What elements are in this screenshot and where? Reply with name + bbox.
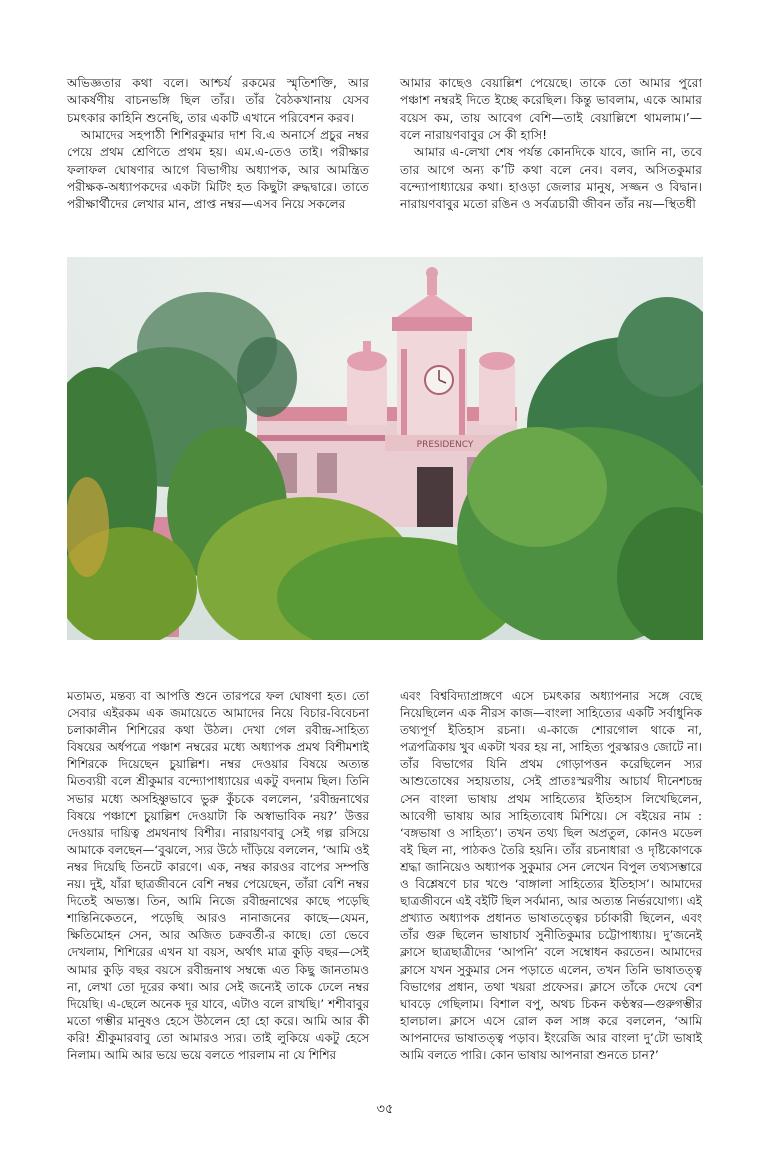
text-column-bottom-right	[400, 688, 702, 1064]
paragraph: আমার এ-লেখা শেষ পর্যন্ত কোনদিকে যাবে, জানি না, তবে তার আগে অন্য ক’টি কথা বলে নেব। বলব, অসিতকুমার বন্দ্যোপাধ্যায়ের কথা। হাওড়া জেলার মানুষ, সজ্জন ও বিদ্বান। নারায়ণবাবুর মতো রঙিন ও সর্বত্রচারী জীবন তাঁর নয়—স্থিতধী	[400, 145, 702, 212]
text-column-top-left	[67, 75, 369, 214]
presidency-building-illustration	[67, 257, 703, 640]
paragraph: আমাদের সহপাঠী শিশিরকুমার দাশ বি.এ অনার্সে প্রচুর নম্বর পেয়ে প্রথম শ্রেণিতে প্রথম হয়। এম.এ-তেও তাই। পরীক্ষার ফলাফল ঘোষণার আগে বিভাগীয় অধ্যাপক, আর আমন্ত্রিত পরীক্ষক-অধ্যাপকদের একটা মিটিং হত কিছুটা রুদ্ধদ্বারে। তাতে পরীক্ষার্থীদের লেখার মান, প্রাপ্ত নম্বর—এসব নিয়ে সকলের	[67, 128, 369, 212]
building-photo	[67, 257, 703, 640]
paragraph: আমার কাছেও বেয়াল্লিশ পেয়েছে। তাকে তো আমার পুরো পঞ্চাশ নম্বরই দিতে ইচ্ছে করেছিল। কিন্তু ভাবলাম, একে আমার বয়েস কম, তায় আবেগ বেশি—তাই বেয়াল্লিশে থামলাম।’—বলে নারায়ণবাবুর সে কী হাসি!	[400, 76, 702, 143]
page-number: ৩৫	[376, 1102, 394, 1117]
paragraph: মতামত, মন্তব্য বা আপত্তি শুনে তারপরে ফল ঘোষণা হত। তো সেবার এইরকম এক জমায়েতে আমাদের নিয়ে বিচার-বিবেচনা চলাকালীন শিশিরের কথা উঠল। দেখা গেল রবীন্দ্র-সাহিত্য বিষয়ের অর্ধপত্রে পঞ্চাশ নম্বরের মধ্যে অধ্যাপক প্রমথ বিশীমশাই শিশিরকে দিয়েছেন চুয়াল্লিশ। নম্বর দেওয়ার বিষয়ে অত্যন্ত মিতব্যয়ী বলে শ্রীকুমার বন্দ্যোপাধ্যায়ের একটু বদনাম ছিল। তিনি সভার মধ্যে অসহিষ্ণুভাবে ভুরু কুঁচকে বললেন, ‘রবীন্দ্রনাথের বিষয়ে পঞ্চাশে চুয়াল্লিশ দেওয়াটা কি অস্বাভাবিক নয়?’ উত্তর দেওয়ার দায়িত্ব প্রমথনাথ বিশীর। নারায়ণবাবু সেই গল্প রসিয়ে আমাকে বলছেন—‘বুঝলে, স্যর উঠে দাঁড়িয়ে বললেন, ‘আমি ওই নম্বর দিয়েছি তিনটে কারণে। এক, নম্বর কারওর বাপের সম্পত্তি নয়। দুই, যাঁরা ছাত্রজীবনে বেশি নম্বর পেয়েছেন, তাঁরা বেশি নম্বর দিতেই অভ্যস্ত। তিন, আমি নিজে রবীন্দ্রনাথের কাছে পড়েছি শান্তিনিকেতনে, পড়েছি আরও নানাজনের কাছে—যেমন, ক্ষিতিমোহন সেন, আর অজিত চক্রবর্তী-র কাছে। তো ভেবে দেখলাম, শিশিরের এখন যা বয়স, অর্থাৎ মাত্র কুড়ি বছর—সেই আমার কুড়ি বছর বয়সে রবীন্দ্রনাথ সম্বন্ধে এত কিছু জানতামও না, লেখা তো দূরের কথা। আর সেই জন্যেই তাকে ঢেলে নম্বর দিয়েছি। এ-ছেলে অনেক দূর যাবে, এটাও বলে রাখছি।’ শশীবাবুর মতো গম্ভীর মানুষও হেসে উঠলেন হো হো করে। আমি আর কী করি! শ্রীকুমারবাবু তো আমারও স্যর। তাই লুকিয়ে একটু হেসে নিলাম। আমি আর ভয়ে ভয়ে বলতে পারলাম না যে শিশির	[67, 689, 369, 1062]
text-column-top-right	[400, 75, 702, 214]
building-sign: PRESIDENCY	[416, 440, 474, 450]
paragraph: অভিজ্ঞতার কথা বলে। আশ্চর্য রকমের স্মৃতিশক্তি, আর আকর্ষণীয় বাচনভঙ্গি ছিল তাঁর। তাঁর বৈঠকখানায় যেসব চমৎকার কাহিনি শুনেছি, তার একটি এখানে পরিবেশন করব।	[67, 76, 369, 125]
paragraph: এবং বিশ্ববিদ্যাপ্রাঙ্গণে এসে চমৎকার অধ্যাপনার সঙ্গে বেছে নিয়েছিলেন এক নীরস কাজ—বাংলা সাহিত্যের একটি সর্বাধুনিক তথ্যপূর্ণ ইতিহাস রচনা। এ-কাজে শোরগোল থাকে না, পত্রপত্রিকায় খুব একটা খবর হয় না, সাহিত্য পুরস্কারও জোটে না। তাঁর বিভাগের যিনি প্রথম গোড়াপত্তন করেছিলেন স্যর আশুতোষের সহায়তায়, সেই প্রাতঃস্মরণীয় আচার্য দীনেশচন্দ্র সেন বাংলা ভাষায় প্রথম সাহিত্যের ইতিহাস লিখেছিলেন, আবেগী ভাষায় আর সাহিত্যবোধ মিশিয়ে। সে বইয়ের নাম : ‘বঙ্গভাষা ও সাহিত্য’। তখন তথ্য ছিল অপ্রতুল, কোনও মডেল বই ছিল না, পাঠকও তৈরি হয়নি। তাঁর রচনাধারা ও দৃষ্টিকোণকে শ্রদ্ধা জানিয়েও অধ্যাপক সুকুমার সেন লেখেন বিপুল তথ্যসম্ভারে ও বিশ্লেষণে চার খণ্ডে ‘বাঙ্গালা সাহিত্যের ইতিহাস’। আমাদের ছাত্রজীবনে এই বইটি ছিল সর্বমান্য, আর অত্যন্ত নির্ভরযোগ্য। এই প্রখ্যাত অধ্যাপক প্রধানত ভাষাতত্ত্বের চর্চাকারী ছিলেন, এবং তাঁর গুরু ছিলেন ভাষাচার্য সুনীতিকুমার চট্টোপাধ্যায়। দু’জনেই ক্লাসে ছাত্রছাত্রীদের ‘আপনি’ বলে সম্বোধন করতেন। আমাদের ক্লাসে যখন সুকুমার সেন পড়াতে এলেন, তখন তিনি ভাষাতত্ত্ব বিভাগের প্রধান, তথা খয়রা প্রফেসর। ক্লাসে তাঁকে দেখে বেশ ঘাবড়ে গেছিলাম। বিশাল বপু, অথচ চিকন কণ্ঠস্বর—গুরুগম্ভীর হালচাল। ক্লাসে এসে রোল কল সাঙ্গ করে বললেন, ‘আমি আপনাদের ভাষাতত্ত্ব পড়াব। ইংরেজি আর বাংলা দু’টো ভাষাই আমি বলতে পারি। কোন ভাষায় আপনারা শুনতে চান?’	[400, 689, 702, 1062]
text-column-bottom-left	[67, 688, 369, 1064]
